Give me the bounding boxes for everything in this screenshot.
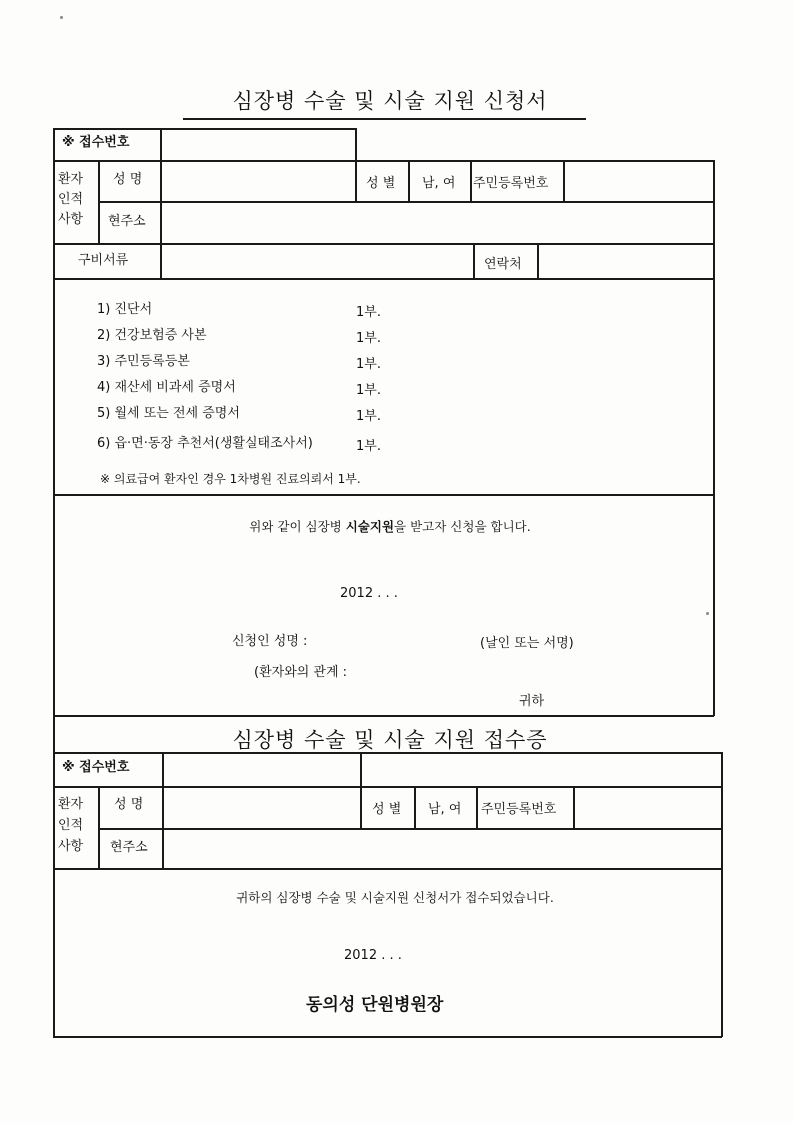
patient-section-label-3: 사항 xyxy=(58,839,84,854)
doc-item: 2) 건강보험증 사본 xyxy=(97,328,207,343)
grid-line xyxy=(355,160,357,201)
patient-section-label-1: 환자 xyxy=(58,172,84,187)
name-field[interactable] xyxy=(164,788,358,826)
rrn-field[interactable] xyxy=(575,788,719,826)
grid-line xyxy=(476,786,478,828)
grid-line xyxy=(53,128,55,716)
request-statement: 위와 같이 심장병 시술지원을 받고자 신청을 합니다. xyxy=(249,519,531,534)
name-label: 성 명 xyxy=(113,172,143,187)
gender-option[interactable]: 남, 여 xyxy=(422,176,456,191)
receipt-title: 심장병 수술 및 시술 지원 접수증 xyxy=(232,728,548,752)
name-field[interactable] xyxy=(162,162,353,199)
doc-item: 5) 월세 또는 전세 증명서 xyxy=(97,406,240,421)
medical-aid-note: ※ 의료급여 환자인 경우 1차병원 진료의뢰서 1부. xyxy=(100,472,361,486)
doc-item: 4) 재산세 비과세 증명서 xyxy=(97,380,236,395)
application-date[interactable]: 2012 . . . xyxy=(340,586,398,601)
doc-count: 1부. xyxy=(356,439,381,454)
request-bold: 시술지원 xyxy=(345,519,395,534)
receipt-date[interactable]: 2012 . . . xyxy=(344,948,402,963)
patient-section-label-3: 사항 xyxy=(58,212,84,227)
doc-count: 1부. xyxy=(356,331,381,346)
receipt-no-field[interactable] xyxy=(164,754,358,784)
applicant-name-field[interactable] xyxy=(330,630,470,652)
receipt-no-field[interactable] xyxy=(162,130,353,158)
doc-item: 1) 진단서 xyxy=(97,302,153,317)
seal-label: (날인 또는 서명) xyxy=(480,636,574,651)
address-label: 현주소 xyxy=(108,214,146,229)
patient-section-label-1: 환자 xyxy=(58,797,84,812)
grid-line xyxy=(53,715,714,717)
addressee: 귀하 xyxy=(519,694,545,709)
contact-field[interactable] xyxy=(539,245,711,276)
scan-speck xyxy=(60,16,63,19)
issuer-name: 동의성 단원병원장 xyxy=(306,995,444,1015)
gender-label: 성 별 xyxy=(372,802,402,817)
doc-item: 6) 읍·면·동장 추천서(생활실태조사서) xyxy=(97,436,313,451)
relation-label: (환자와의 관계 : xyxy=(254,665,348,680)
receipt-no-label: ※ 접수번호 xyxy=(62,135,130,150)
grid-line xyxy=(53,278,714,280)
address-field[interactable] xyxy=(162,203,711,241)
grid-line xyxy=(98,160,100,243)
grid-line xyxy=(408,160,410,201)
rrn-label: 주민등록번호 xyxy=(473,176,549,191)
grid-line xyxy=(355,128,357,160)
receipt-message: 귀하의 심장병 수술 및 시술지원 신청서가 접수되었습니다. xyxy=(236,890,554,905)
patient-section-label-2: 인적 xyxy=(58,192,84,207)
grid-line xyxy=(98,786,100,868)
name-label: 성 명 xyxy=(114,797,144,812)
gender-option[interactable]: 남, 여 xyxy=(428,802,462,817)
rrn-field[interactable] xyxy=(565,162,711,199)
contact-label: 연락처 xyxy=(484,257,522,272)
grid-line xyxy=(53,868,722,870)
grid-line xyxy=(473,243,475,278)
address-field[interactable] xyxy=(164,830,719,866)
grid-line xyxy=(721,752,723,1037)
doc-count: 1부. xyxy=(356,409,381,424)
rrn-label: 주민등록번호 xyxy=(481,802,557,817)
grid-line xyxy=(53,1036,722,1038)
address-label: 현주소 xyxy=(110,840,148,855)
applicant-label: 신청인 성명 : xyxy=(232,634,308,649)
doc-count: 1부. xyxy=(356,357,381,372)
grid-line xyxy=(53,715,55,1037)
grid-line xyxy=(470,160,472,201)
title-underline xyxy=(183,118,586,120)
gender-label: 성 별 xyxy=(366,176,396,191)
grid-line xyxy=(414,786,416,828)
doc-item: 3) 주민등록등본 xyxy=(97,354,190,369)
doc-count: 1부. xyxy=(356,305,381,320)
application-title: 심장병 수술 및 시술 지원 신청서 xyxy=(232,89,548,113)
patient-section-label-2: 인적 xyxy=(58,818,84,833)
grid-line xyxy=(53,494,714,496)
grid-line xyxy=(53,752,722,754)
docs-label: 구비서류 xyxy=(78,253,129,268)
scan-speck xyxy=(706,612,709,615)
receipt-no-label: ※ 접수번호 xyxy=(62,760,130,775)
doc-count: 1부. xyxy=(356,383,381,398)
grid-line xyxy=(360,752,362,828)
